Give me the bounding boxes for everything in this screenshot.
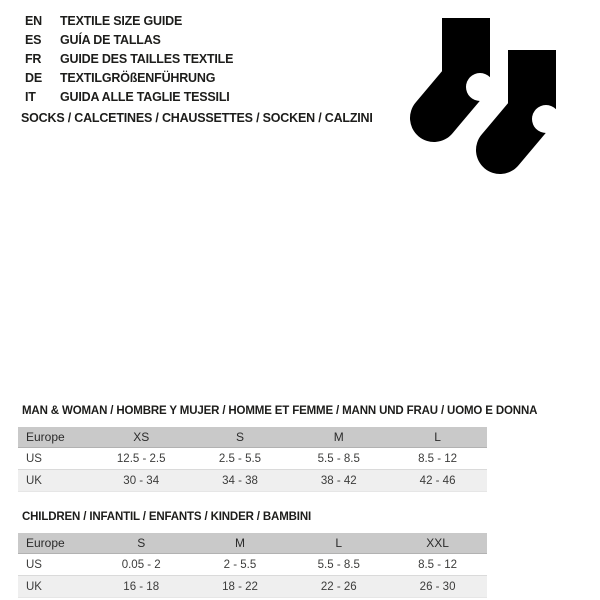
- column-header-region: Europe: [18, 427, 92, 448]
- column-header-size: L: [289, 533, 388, 554]
- column-header-size: S: [191, 427, 290, 448]
- column-header-size: XS: [92, 427, 191, 448]
- language-code: DE: [25, 70, 42, 85]
- size-cell: 18 - 22: [191, 576, 290, 598]
- language-row: [25, 30, 233, 49]
- size-cell: 38 - 42: [289, 470, 388, 492]
- column-header-region: Europe: [18, 533, 92, 554]
- category-line: SOCKS / CALCETINES / CHAUSSETTES / SOCKEN / CALZINI: [21, 111, 373, 125]
- language-label: TEXTILGRÖßENFÜHRUNG: [60, 70, 216, 85]
- region-label: UK: [18, 576, 92, 598]
- language-row: [25, 87, 233, 106]
- size-cell: 8.5 - 12: [388, 448, 487, 470]
- region-label: UK: [18, 470, 92, 492]
- language-label: GUIDE DES TAILLES TEXTILE: [60, 51, 234, 66]
- column-header-size: M: [289, 427, 388, 448]
- region-label: US: [18, 448, 92, 470]
- table-row: [18, 554, 487, 576]
- size-cell: 12.5 - 2.5: [92, 448, 191, 470]
- table-row: [18, 576, 487, 598]
- size-table-children: [18, 533, 487, 598]
- language-code: ES: [25, 32, 42, 47]
- language-row: [25, 68, 233, 87]
- size-cell: 22 - 26: [289, 576, 388, 598]
- size-cell: 42 - 46: [388, 470, 487, 492]
- size-cell: 0.05 - 2: [92, 554, 191, 576]
- table-header-row: [18, 427, 487, 448]
- column-header-size: M: [191, 533, 290, 554]
- size-cell: 8.5 - 12: [388, 554, 487, 576]
- language-row: [25, 11, 233, 30]
- table-title-children: CHILDREN / INFANTIL / ENFANTS / KINDER / BAMBINI: [22, 511, 312, 523]
- table-row: [18, 448, 487, 470]
- size-cell: 16 - 18: [92, 576, 191, 598]
- size-cell: 5.5 - 8.5: [289, 448, 388, 470]
- table-title-adults: MAN & WOMAN / HOMBRE Y MUJER / HOMME ET FEMME / MANN UND FRAU / UOMO E DONNA: [22, 405, 538, 417]
- language-label: GUÍA DE TALLAS: [60, 32, 161, 47]
- table-row: [18, 470, 487, 492]
- size-cell: 26 - 30: [388, 576, 487, 598]
- column-header-size: S: [92, 533, 191, 554]
- size-cell: 30 - 34: [92, 470, 191, 492]
- size-cell: 5.5 - 8.5: [289, 554, 388, 576]
- language-code: EN: [25, 13, 42, 28]
- language-code: IT: [25, 89, 36, 104]
- language-label: GUIDA ALLE TAGLIE TESSILI: [60, 89, 230, 104]
- socks-icon: [408, 14, 560, 178]
- size-cell: 2.5 - 5.5: [191, 448, 290, 470]
- language-label: TEXTILE SIZE GUIDE: [60, 13, 183, 28]
- size-cell: 2 - 5.5: [191, 554, 290, 576]
- language-row: [25, 49, 233, 68]
- column-header-size: L: [388, 427, 487, 448]
- size-table-adults: [18, 427, 487, 492]
- size-cell: 34 - 38: [191, 470, 290, 492]
- language-list: [25, 11, 233, 106]
- table-header-row: [18, 533, 487, 554]
- language-code: FR: [25, 51, 42, 66]
- column-header-size: XXL: [388, 533, 487, 554]
- region-label: US: [18, 554, 92, 576]
